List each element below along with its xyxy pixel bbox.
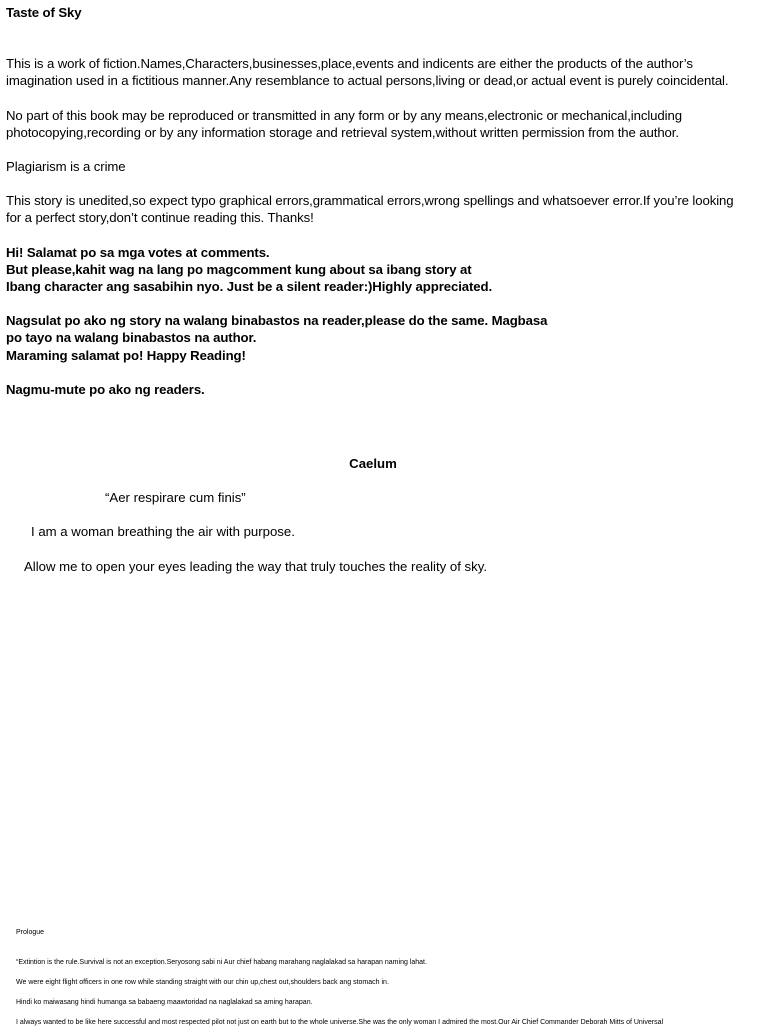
thanks-line: Ibang character ang sasabihin nyo. Just be a silent reader:)Highly appreciated. <box>6 279 493 295</box>
copyright-notice: No part of this book may be reproduced or transmitted in any form or by any means,electronic or mechanical,including photocopying,recording or by any information storage and retrieval system,without written permission from the author. <box>6 107 682 140</box>
prologue-paragraph: “Extintion is the rule.Survival is not an exception.Seryosong sabi ni Aur chief habang marahang naglalakad sa harapan naming lahat. <box>16 959 427 966</box>
thanks-line: Hi! Salamat po sa mga votes at comments. <box>6 244 270 260</box>
section-heading: Caelum <box>349 456 397 471</box>
unedited-notice: This story is unedited,so expect typo graphical errors,grammatical errors,wrong spellings and whatsoever error.If you’re looking for a perfect story,don’t continue reading this. Thanks! <box>6 193 734 226</box>
document-title: Taste of Sky <box>6 5 82 20</box>
mute-note: Nagmu-mute po ako ng readers. <box>6 381 205 397</box>
prologue-paragraph: I always wanted to be like here successful and most respected pilot not just on earth but to the whole universe.She was the only woman I admired the most.Our Air Chief Commander Deborah Mitts of Universal <box>16 1019 664 1026</box>
prologue-paragraph: We were eight flight officers in one row while standing straight with our chin up,chest out,shoulders back ang stomach in. <box>16 979 389 986</box>
prologue-paragraph: Hindi ko maiwasang hindi humanga sa babaeng maawtoridad na naglalakad sa aming harapan. <box>16 999 313 1006</box>
thanks-line: But please,kahit wag na lang po magcomment kung about sa ibang story at <box>6 261 472 277</box>
fiction-disclaimer: This is a work of fiction.Names,Characters,businesses,place,events and indicents are either the products of the author’s imagination used in a fictitious manner.Any resemblance to actual persons,living or dead,or actual event is purely coincidental. <box>6 56 729 89</box>
respect-line: Maraming salamat po! Happy Reading! <box>6 347 246 363</box>
epigraph-line: Allow me to open your eyes leading the way that truly touches the reality of sky. <box>24 559 488 574</box>
prologue-label: Prologue <box>16 929 45 936</box>
document-body <box>6 4 746 398</box>
epigraph-line: I am a woman breathing the air with purpose. <box>31 524 295 539</box>
latin-motto: “Aer respirare cum finis” <box>105 490 246 505</box>
respect-line: Nagsulat po ako ng story na walang binabastos na reader,please do the same. Magbasa <box>6 313 548 329</box>
plagiarism-notice: Plagiarism is a crime <box>6 159 126 175</box>
respect-line: po tayo na walang binabastos na author. <box>6 330 257 346</box>
